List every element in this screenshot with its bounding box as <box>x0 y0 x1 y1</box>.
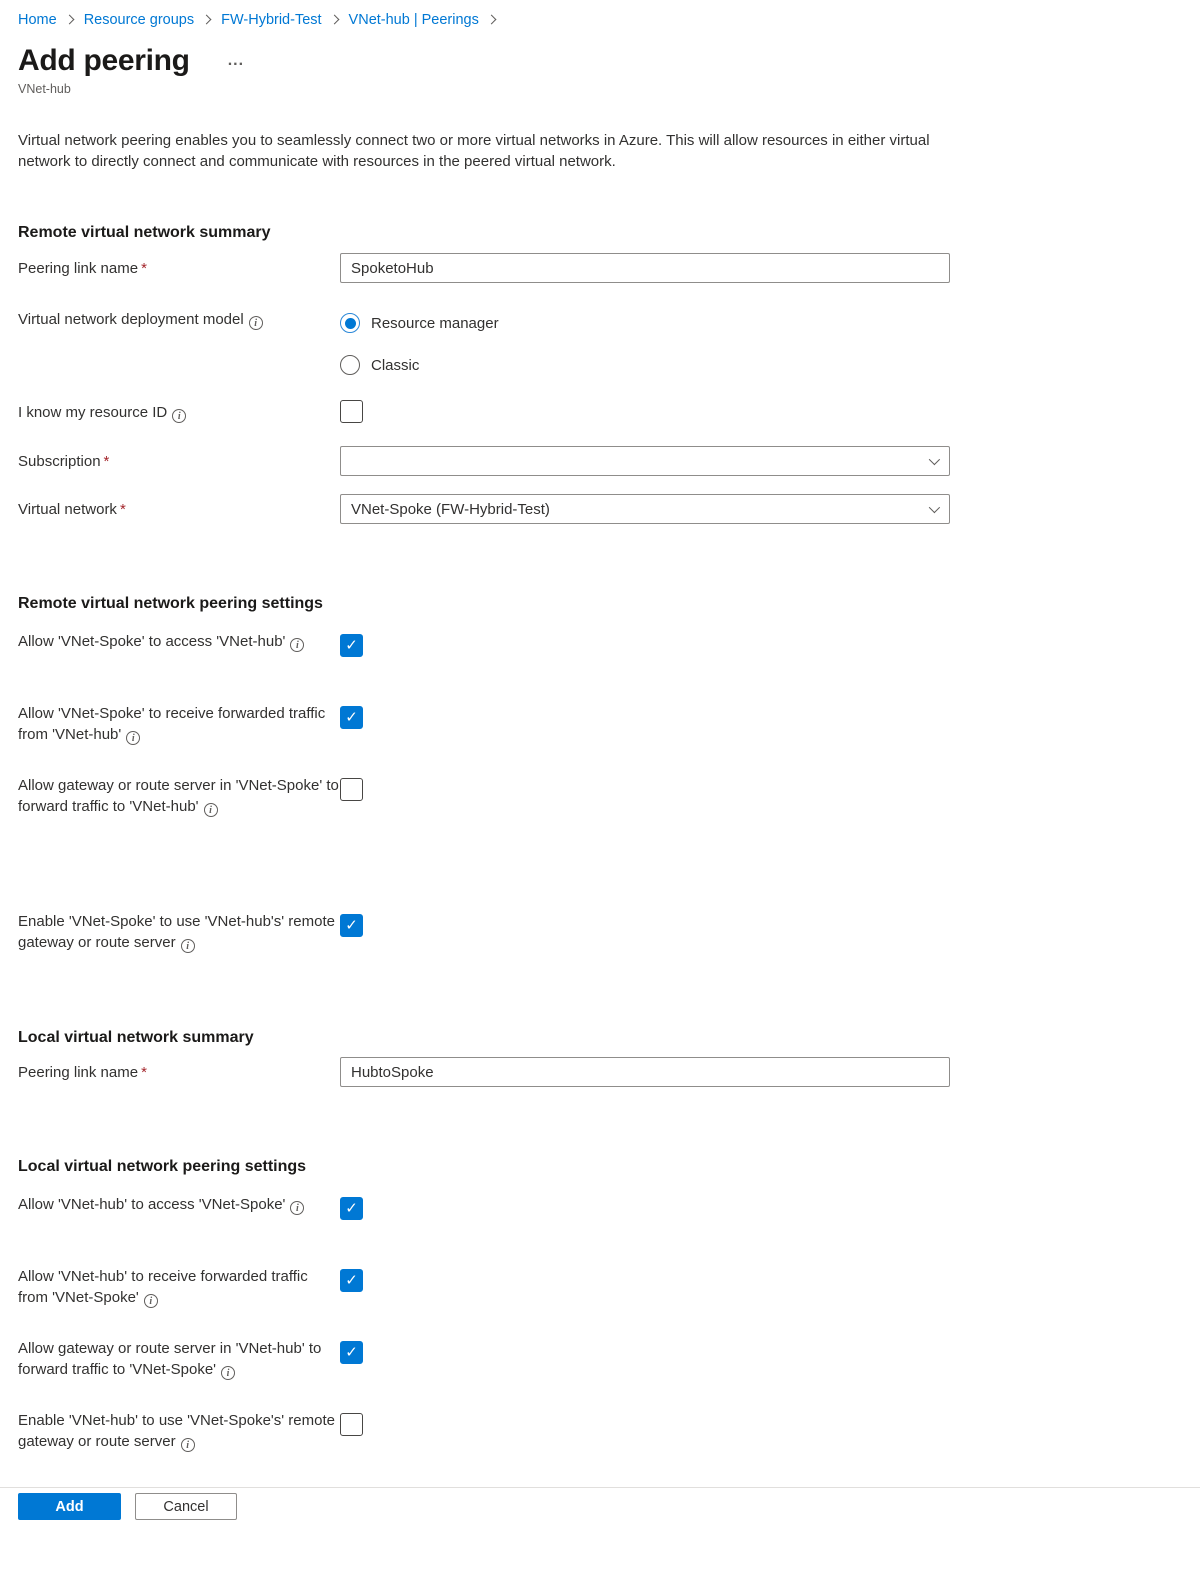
breadcrumb-vnet-hub-peerings[interactable]: VNet-hub | Peerings <box>348 11 479 28</box>
radio-icon <box>340 313 360 333</box>
remote-setting-forwarded-checkbox[interactable]: ✓ <box>340 706 363 729</box>
deployment-model-row <box>18 309 1200 375</box>
local-setting-gateway-label: Allow gateway or route server in 'VNet-hub' to forward traffic to 'VNet-Spoke' i <box>18 1340 322 1379</box>
local-setting-gateway-checkbox[interactable]: ✓ <box>340 1341 363 1364</box>
radio-classic-label: Classic <box>371 356 420 374</box>
info-icon[interactable]: i <box>181 939 195 953</box>
subscription-row <box>18 446 1200 476</box>
remote-peering-link-name-label: Peering link name * <box>18 260 147 277</box>
local-settings-heading: Local virtual network peering settings <box>18 1158 307 1175</box>
local-setting-remote-gateway-checkbox[interactable] <box>340 1413 363 1436</box>
required-asterisk: * <box>119 501 126 518</box>
local-peering-link-name-label: Peering link name * <box>18 1064 147 1081</box>
local-setting-access-label: Allow 'VNet-hub' to access 'VNet-Spoke' i <box>18 1194 340 1215</box>
add-button[interactable]: Add <box>18 1493 121 1520</box>
remote-summary-heading: Remote virtual network summary <box>18 224 271 241</box>
intro-text: Virtual network peering enables you to seamlessly connect two or more virtual networks in Azure. This will allow resources in either virtual network to directly connect and communicate with resources in the peered virtual network. <box>18 132 930 170</box>
subscription-dropdown[interactable] <box>340 446 950 476</box>
breadcrumb <box>18 10 1200 29</box>
breadcrumb-fw-hybrid-test[interactable]: FW-Hybrid-Test <box>221 11 322 28</box>
remote-setting-forwarded-label: Allow 'VNet-Spoke' to receive forwarded traffic from 'VNet-hub' i <box>18 705 326 744</box>
local-setting-gateway-row <box>18 1338 1200 1380</box>
chevron-down-icon <box>929 454 940 465</box>
remote-setting-access-label: Allow 'VNet-Spoke' to access 'VNet-hub' i <box>18 631 340 652</box>
remote-setting-gateway-row <box>18 775 1200 817</box>
remote-setting-access-checkbox[interactable]: ✓ <box>340 634 363 657</box>
remote-settings-heading: Remote virtual network peering settings <box>18 595 323 612</box>
info-icon[interactable]: i <box>290 638 304 652</box>
remote-setting-remote-gateway-checkbox[interactable]: ✓ <box>340 914 363 937</box>
remote-peering-link-name-input[interactable] <box>340 253 950 283</box>
virtual-network-label: Virtual network * <box>18 501 126 518</box>
local-peering-link-name-row <box>18 1057 1200 1087</box>
cancel-button[interactable]: Cancel <box>135 1493 237 1520</box>
deployment-model-label: Virtual network deployment model i <box>18 309 340 330</box>
resource-id-label: I know my resource ID i <box>18 400 340 423</box>
info-icon[interactable]: i <box>204 803 218 817</box>
local-summary-heading: Local virtual network summary <box>18 1029 254 1046</box>
remote-setting-forwarded-row <box>18 703 1200 745</box>
remote-setting-access-row <box>18 631 1200 673</box>
info-icon[interactable]: i <box>172 409 186 423</box>
radio-icon <box>340 355 360 375</box>
deployment-model-radio-group <box>340 309 950 375</box>
chevron-down-icon <box>929 502 940 513</box>
virtual-network-row <box>18 494 1200 524</box>
radio-classic[interactable] <box>340 355 950 375</box>
resource-id-checkbox[interactable] <box>340 400 363 423</box>
chevron-right-icon <box>64 15 74 25</box>
info-icon[interactable]: i <box>249 316 263 330</box>
remote-setting-gateway-checkbox[interactable] <box>340 778 363 801</box>
info-icon[interactable]: i <box>126 731 140 745</box>
required-asterisk: * <box>103 453 110 470</box>
local-setting-forwarded-row <box>18 1266 1200 1308</box>
footer <box>18 1493 237 1520</box>
remote-setting-gateway-label: Allow gateway or route server in 'VNet-Spoke' to forward traffic to 'VNet-hub' i <box>18 777 339 816</box>
chevron-right-icon <box>202 15 212 25</box>
radio-resource-manager-label: Resource manager <box>371 314 499 332</box>
required-asterisk: * <box>141 1064 147 1081</box>
resource-id-row <box>18 400 1200 423</box>
local-setting-remote-gateway-label: Enable 'VNet-hub' to use 'VNet-Spoke's' remote gateway or route server i <box>18 1412 335 1451</box>
remote-peering-link-name-row <box>18 253 1200 283</box>
local-setting-access-row <box>18 1194 1200 1236</box>
info-icon[interactable]: i <box>221 1366 235 1380</box>
more-options-button[interactable]: ... <box>227 52 245 69</box>
local-setting-remote-gateway-row <box>18 1410 1200 1452</box>
breadcrumb-resource-groups[interactable]: Resource groups <box>83 11 195 28</box>
footer-divider <box>0 1487 1200 1488</box>
virtual-network-value: VNet-Spoke (FW-Hybrid-Test) <box>351 500 550 518</box>
chevron-right-icon <box>486 15 496 25</box>
info-icon[interactable]: i <box>144 1294 158 1308</box>
info-icon[interactable]: i <box>181 1438 195 1452</box>
local-setting-forwarded-label: Allow 'VNet-hub' to receive forwarded traffic from 'VNet-Spoke' i <box>18 1268 308 1307</box>
required-asterisk: * <box>141 260 147 277</box>
remote-setting-remote-gateway-label: Enable 'VNet-Spoke' to use 'VNet-hub's' remote gateway or route server i <box>18 913 335 952</box>
chevron-right-icon <box>329 15 339 25</box>
subscription-label: Subscription * <box>18 453 110 470</box>
remote-setting-remote-gateway-row <box>18 911 1200 953</box>
page-subtitle: VNet-hub <box>18 82 71 96</box>
page-title: Add peering <box>18 44 190 77</box>
local-setting-access-checkbox[interactable]: ✓ <box>340 1197 363 1220</box>
virtual-network-dropdown[interactable] <box>340 494 950 524</box>
local-setting-forwarded-checkbox[interactable]: ✓ <box>340 1269 363 1292</box>
local-peering-link-name-input[interactable] <box>340 1057 950 1087</box>
radio-resource-manager[interactable] <box>340 313 950 333</box>
breadcrumb-home[interactable]: Home <box>18 11 57 28</box>
info-icon[interactable]: i <box>290 1201 304 1215</box>
